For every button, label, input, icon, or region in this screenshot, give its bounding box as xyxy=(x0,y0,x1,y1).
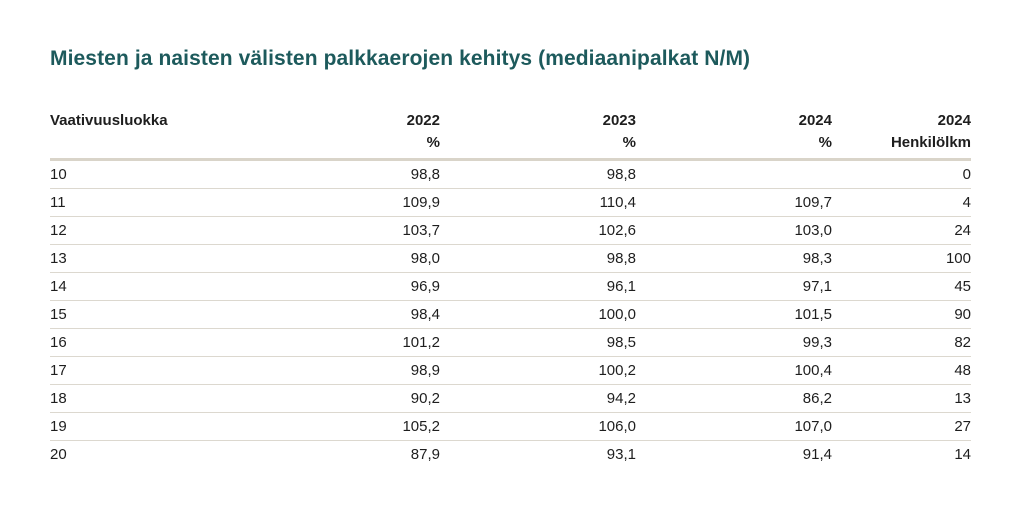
cell-henkilolkm: 90 xyxy=(832,301,971,329)
table-row xyxy=(50,329,971,357)
cell-2024: 98,3 xyxy=(636,245,832,273)
cell-2024: 86,2 xyxy=(636,385,832,413)
cell-2023: 100,2 xyxy=(440,357,636,385)
cell-2024 xyxy=(636,160,832,189)
cell-2023: 102,6 xyxy=(440,217,636,245)
cell-henkilolkm: 0 xyxy=(832,160,971,189)
cell-henkilolkm: 82 xyxy=(832,329,971,357)
table-row xyxy=(50,217,971,245)
table-row xyxy=(50,189,971,217)
cell-2023: 93,1 xyxy=(606,446,636,463)
table-header-row xyxy=(50,110,971,160)
cell-2024: 99,3 xyxy=(636,329,832,357)
cell-vaativuusluokka: 14 xyxy=(50,273,200,301)
cell-2022: 96,9 xyxy=(200,273,440,301)
pay-gap-table xyxy=(50,110,971,468)
table-row xyxy=(50,273,971,301)
cell-2022: 98,8 xyxy=(200,160,440,189)
header-year: 2024 xyxy=(937,112,971,129)
table-row xyxy=(50,245,971,273)
cell-henkilolkm: 24 xyxy=(832,217,971,245)
cell-henkilolkm: 13 xyxy=(832,385,971,413)
header-2024-henkilolkm xyxy=(832,110,971,160)
cell-2024: 97,1 xyxy=(636,273,832,301)
header-unit: Henkilölkm xyxy=(890,134,971,151)
header-2024 xyxy=(636,110,832,160)
table-row xyxy=(50,385,971,413)
cell-henkilolkm: 48 xyxy=(832,357,971,385)
table-row xyxy=(50,301,971,329)
cell-vaativuusluokka: 20 xyxy=(50,446,67,463)
cell-2022: 87,9 xyxy=(410,446,440,463)
cell-2024: 101,5 xyxy=(636,301,832,329)
cell-2023: 100,0 xyxy=(440,301,636,329)
cell-henkilolkm: 14 xyxy=(954,446,971,463)
header-2022 xyxy=(200,110,440,160)
cell-vaativuusluokka: 12 xyxy=(50,217,200,245)
table-row xyxy=(50,357,971,385)
page-title: Miesten ja naisten välisten palkkaerojen kehitys (mediaanipalkat N/M) xyxy=(50,47,751,70)
cell-2022: 105,2 xyxy=(200,413,440,441)
cell-2024: 100,4 xyxy=(636,357,832,385)
cell-vaativuusluokka: 10 xyxy=(50,160,200,189)
cell-2022: 98,4 xyxy=(200,301,440,329)
cell-vaativuusluokka: 19 xyxy=(50,413,200,441)
cell-2024: 103,0 xyxy=(636,217,832,245)
cell-2023: 98,5 xyxy=(440,329,636,357)
header-vaativuusluokka xyxy=(50,110,200,160)
cell-vaativuusluokka: 18 xyxy=(50,385,200,413)
cell-2024: 91,4 xyxy=(802,446,832,463)
cell-2024: 107,0 xyxy=(636,413,832,441)
table-row xyxy=(50,413,971,441)
cell-2024: 109,7 xyxy=(636,189,832,217)
cell-2022: 103,7 xyxy=(200,217,440,245)
cell-2023: 96,1 xyxy=(440,273,636,301)
cell-2022: 90,2 xyxy=(200,385,440,413)
cell-2023: 98,8 xyxy=(440,160,636,189)
header-label: Vaativuusluokka xyxy=(50,112,168,129)
cell-henkilolkm: 27 xyxy=(832,413,971,441)
cell-henkilolkm: 45 xyxy=(832,273,971,301)
header-year: 2023 xyxy=(602,112,636,129)
header-year: 2022 xyxy=(406,112,440,129)
cell-vaativuusluokka: 17 xyxy=(50,357,200,385)
cell-2023: 98,8 xyxy=(440,245,636,273)
cell-vaativuusluokka: 15 xyxy=(50,301,200,329)
cell-2022: 98,0 xyxy=(200,245,440,273)
header-2023 xyxy=(440,110,636,160)
header-unit: % xyxy=(622,134,636,151)
cell-2023: 106,0 xyxy=(440,413,636,441)
header-unit: % xyxy=(426,134,440,151)
cell-2023: 94,2 xyxy=(440,385,636,413)
cell-vaativuusluokka: 16 xyxy=(50,329,200,357)
header-year: 2024 xyxy=(798,112,832,129)
cell-henkilolkm: 4 xyxy=(832,189,971,217)
cell-2023: 110,4 xyxy=(440,189,636,217)
table-row xyxy=(50,160,971,189)
cell-2022: 101,2 xyxy=(200,329,440,357)
cell-vaativuusluokka: 13 xyxy=(50,245,200,273)
cell-2022: 109,9 xyxy=(200,189,440,217)
table-row xyxy=(50,441,971,469)
cell-vaativuusluokka: 11 xyxy=(50,189,200,217)
cell-henkilolkm: 100 xyxy=(832,245,971,273)
header-unit: % xyxy=(818,134,832,151)
cell-2022: 98,9 xyxy=(200,357,440,385)
